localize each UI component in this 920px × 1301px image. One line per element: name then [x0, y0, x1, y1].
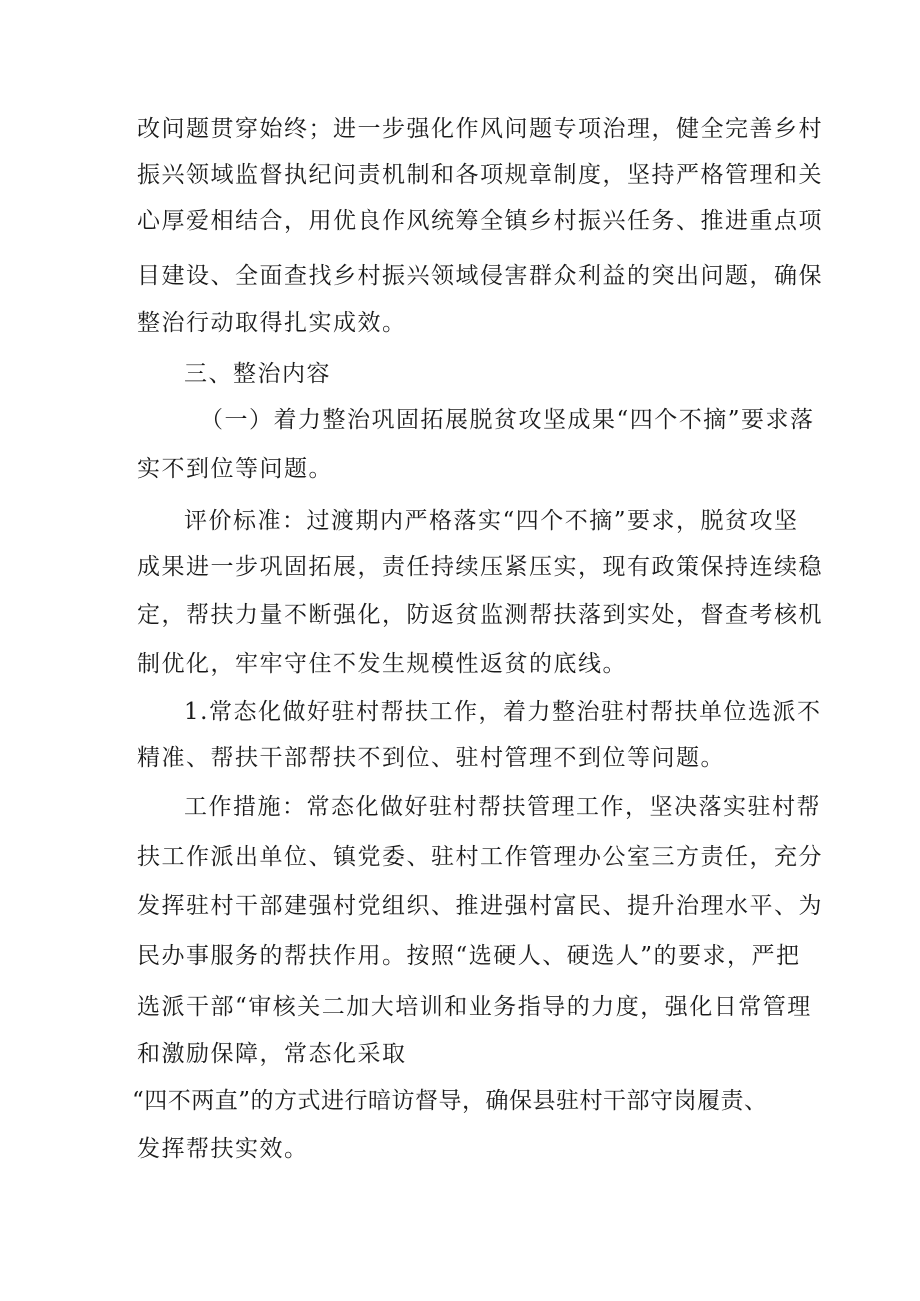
numbered-item: 1.常态化做好驻村帮扶工作，着力整治驻村帮扶单位选派不: [184, 699, 822, 725]
paragraph-line: 工作措施：常态化做好驻村帮扶管理工作，坚决落实驻村帮: [184, 794, 821, 820]
paragraph-line: 发挥帮扶实效。: [137, 1136, 309, 1162]
paragraph-line: 目建设、全面查找乡村振兴领域侵害群众利益的突出问题，确保: [137, 263, 823, 289]
paragraph-line: 评价标准：过渡期内严格落实“四个不摘”要求，脱贫攻坚: [184, 508, 799, 534]
numbered-item-continuation: 精准、帮扶干部帮扶不到位、驻村管理不到位等问题。: [137, 745, 725, 771]
subsection-heading: （一）着力整治巩固拓展脱贫攻坚成果“四个不摘”要求落: [200, 407, 815, 433]
paragraph-line: 振兴领域监督执纪问责机制和各项规章制度，坚持严格管理和关: [137, 162, 823, 188]
paragraph-line: 发挥驻村干部建强村党组织、推进强村富民、提升治理水平、为: [137, 893, 823, 919]
paragraph-line: 心厚爱相结合，用优良作风统筹全镇乡村振兴任务、推进重点项: [137, 208, 823, 234]
paragraph-line: 制优化，牢牢守住不发生规模性返贫的底线。: [137, 651, 627, 677]
paragraph-line: 整治行动取得扎实成效。: [137, 310, 407, 336]
paragraph-line: “四不两直”的方式进行暗访督导，确保县驻村干部守岗履责、: [132, 1088, 768, 1114]
paragraph-line: 扶工作派出单位、镇党委、驻村工作管理办公室三方责任，充分: [137, 844, 823, 870]
subsection-heading-continuation: 实不到位等问题。: [137, 456, 333, 482]
paragraph-line: 和激励保障，常态化采取: [137, 1041, 407, 1067]
paragraph-line: 选派干部“审核关二加大培训和业务指导的力度，强化日常管理: [137, 994, 812, 1020]
paragraph-line: 定，帮扶力量不断强化，防返贫监测帮扶落到实处，督查考核机: [137, 602, 823, 628]
paragraph-line: 民办事服务的帮扶作用。按照“选硬人、硬选人”的要求，严把: [137, 943, 801, 969]
paragraph-line: 成果进一步巩固拓展，责任持续压紧压实，现有政策保持连续稳: [137, 554, 823, 580]
paragraph-line: 改问题贯穿始终；进一步强化作风问题专项治理，健全完善乡村: [137, 116, 823, 142]
section-heading: 三、整治内容: [184, 361, 331, 387]
